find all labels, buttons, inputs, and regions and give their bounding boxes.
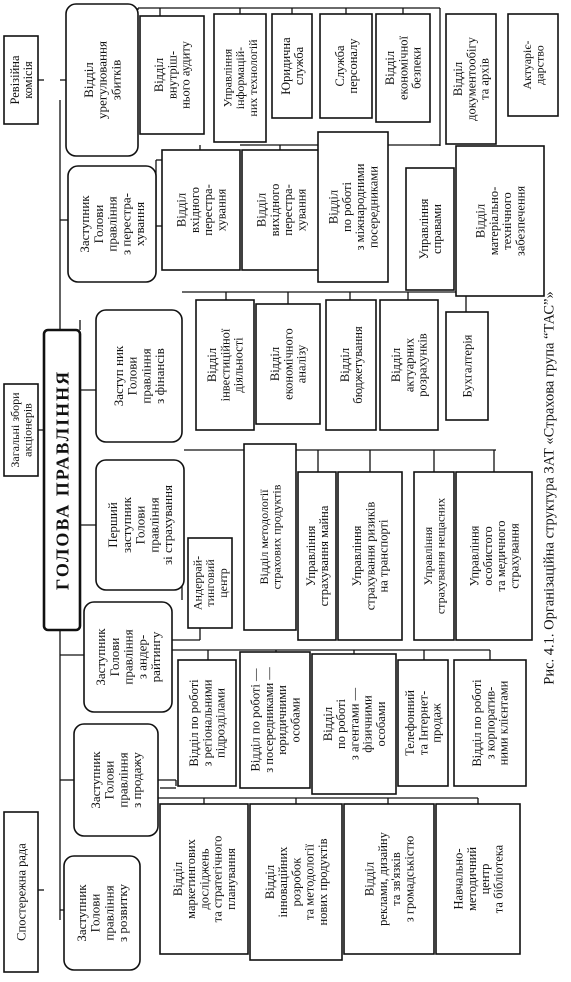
box-dep-losses [66, 4, 138, 156]
box-label [470, 679, 511, 767]
box-transport [338, 472, 402, 640]
box-label-line: перестра- [201, 184, 215, 236]
box-label-line: внутріш- [165, 51, 180, 99]
box-label-line: страхування ризиків [363, 501, 378, 611]
box-label-line: Управління [303, 525, 318, 587]
box-label-line: Бухгалтерія [460, 334, 475, 398]
box-label-line: інформацій- [233, 46, 248, 110]
box-outward-reins [242, 150, 320, 270]
box-budgeting [326, 300, 376, 430]
box-label-line: та архів [477, 58, 492, 100]
box-label-line: Відділ [389, 347, 404, 383]
box-label-line: ГОЛОВА ПРАВЛІННЯ [52, 369, 73, 591]
box-label-line: Спостережна рада [14, 843, 29, 941]
box-accidents [414, 472, 454, 640]
box-label-line: продаж [429, 703, 444, 743]
box-accounting [446, 312, 488, 420]
box-investment [196, 300, 254, 430]
box-label-line: з регіональними [200, 679, 215, 767]
box-label-line: з продажу [129, 752, 145, 808]
box-label [8, 55, 35, 104]
box-label [77, 193, 147, 255]
box-label-line: посередниками [366, 166, 381, 248]
box-dep-it [214, 14, 266, 142]
box-label-line: центр [215, 568, 230, 598]
box-dep-chairman-dev [64, 856, 140, 970]
box-label-line: Відділ [383, 50, 398, 86]
box-label-line: Заступник [92, 628, 108, 686]
box-label-line: по роботі [334, 699, 349, 749]
box-phone-internet [398, 660, 448, 786]
box-pr [344, 804, 434, 954]
box-label-line: правління [146, 497, 162, 553]
box-label-line: перестра- [281, 184, 295, 236]
box-label-line: маркетингових [184, 839, 199, 919]
box-label-line: хування [132, 201, 148, 247]
box-label-line: підрозділами [213, 688, 228, 758]
box-label-line: Голови [106, 637, 122, 677]
box-label-line: фізичними [360, 695, 375, 753]
box-label-line: Юридична [278, 37, 293, 95]
box-label-line: центр [478, 863, 492, 895]
box-inward-reins [162, 150, 240, 270]
box-label-line: юридичними [275, 685, 289, 755]
box-first-deputy [96, 460, 184, 590]
box-label-line: справами [430, 204, 444, 254]
box-label-line: правління [138, 348, 154, 404]
box-underwriting-center [188, 538, 232, 628]
figure-caption: Рис. 4.1. Організаційна структура ЗАТ «Страхова група “ТАС”» [541, 291, 558, 685]
box-label-line: урегулювання [94, 41, 110, 119]
box-label-line: Відділ [473, 203, 488, 239]
box-label-line: правління [120, 629, 136, 685]
box-label-line: Відділ [337, 347, 352, 383]
box-label-line: з агентами — [347, 687, 362, 761]
box-dep-audit [140, 16, 204, 134]
box-label-line: документообігу [464, 37, 479, 121]
box-innovation [250, 804, 342, 960]
box-label-line: Заступник [73, 884, 89, 942]
box-label-line: Управління [350, 525, 365, 587]
box-label-line: економічного [281, 328, 296, 400]
box-label-line: райтингу [148, 631, 164, 683]
box-label-line: матеріально- [486, 186, 501, 256]
box-dep-chairman-sales [74, 724, 158, 836]
box-methodology [244, 444, 296, 630]
box-label-line: вхідного [187, 187, 202, 233]
box-label-line: Відділ [174, 192, 189, 228]
box-label-line: Телефонний [403, 690, 418, 756]
box-label-line: Відділ [80, 62, 96, 98]
box-label-line: Відділ по роботі [187, 679, 202, 767]
box-label [460, 334, 474, 397]
box-label-line: Голови [87, 893, 103, 933]
box-actuary [508, 14, 558, 116]
box-label-line: Голови [90, 204, 106, 244]
box-label-line: діяльності [231, 337, 246, 393]
box-label-line: Відділ [268, 346, 283, 382]
box-dep-chairman-reins [68, 166, 156, 282]
box-auditing [4, 36, 38, 124]
box-label-line: правління [104, 196, 120, 252]
box-label-line: страхових продуктів [269, 484, 284, 590]
box-label-line: Відділ [170, 861, 185, 897]
box-label [452, 844, 506, 913]
box-affairs [406, 168, 454, 290]
box-label-line: особистого [480, 526, 495, 586]
box-label-line: економічної [396, 35, 411, 101]
box-dep-chairman-underwriting [84, 602, 172, 712]
box-label-line: та медичного [494, 520, 508, 592]
box-label-line: з андер- [134, 634, 150, 680]
box-label-line: Голови [124, 356, 140, 396]
box-label-line: особами [373, 701, 388, 747]
box-label [520, 40, 547, 89]
box-label-line: Перший [104, 502, 120, 548]
box-label-line: Відділ [362, 861, 377, 897]
box-label-line: Управління [467, 525, 482, 587]
box-econ-analysis [256, 304, 320, 424]
box-label-line: з фінансів [152, 348, 168, 404]
box-agents [312, 654, 396, 794]
box-label [14, 843, 28, 941]
box-label-line: Відділ [320, 706, 335, 742]
box-label-line: з громадськістю [402, 835, 417, 923]
box-label-line: правління [115, 752, 131, 808]
box-label [88, 751, 144, 809]
box-legal [272, 14, 312, 118]
box-label-line: Ревізійна [7, 55, 22, 105]
box-label-line: розрахунків [415, 333, 430, 397]
box-label [333, 38, 360, 94]
box-label-line: розробок [289, 857, 304, 907]
box-label [187, 679, 228, 767]
box-label-line: Андеррай- [190, 555, 205, 611]
box-label-line: інноваційних [276, 846, 291, 918]
box-label-line: Служба [332, 45, 347, 87]
box-dep-chairman-fin [96, 310, 182, 442]
box-label-line: акціонерів [20, 403, 35, 457]
box-label-line: Голови [132, 505, 148, 545]
box-label-line: збитків [108, 59, 124, 101]
box-label-line: Відділ [451, 61, 466, 97]
box-label-line: страхування [507, 523, 522, 589]
box-label-line: методичний [464, 846, 479, 912]
box-label-line: актуарних [402, 337, 417, 393]
box-label-line: та Інтернет- [416, 690, 431, 756]
box-logistics [456, 146, 544, 296]
box-label-line: з міжнародними [353, 163, 367, 251]
box-label [52, 370, 72, 590]
box-label-line: Заступник [76, 195, 92, 253]
box-actuarial-calc [380, 300, 438, 430]
box-label-line: служба [292, 46, 306, 86]
box-label-line: планування [223, 848, 238, 910]
box-shareholders [4, 384, 38, 476]
box-label [220, 39, 259, 117]
box-label-line: Актуаріє- [519, 40, 534, 90]
boxes-layer [4, 4, 558, 972]
box-label-line: нових продуктів [315, 838, 330, 926]
box-label-line: хування [294, 188, 309, 232]
box-label-line: та бібліотека [491, 844, 506, 914]
box-label-line: правління [101, 885, 117, 941]
box-label-line: них технологій [245, 39, 260, 117]
box-label-line: страхування нещасних [433, 497, 448, 615]
box-econ-security [376, 14, 430, 122]
box-label-line: безпеки [409, 47, 424, 89]
box-label-line: страхування майна [317, 505, 331, 607]
box-label-line: Відділ [326, 189, 341, 225]
box-label [257, 484, 284, 589]
box-intl-brokers [318, 132, 388, 282]
box-label-line: Заступник [87, 751, 103, 809]
box-label-line: Заступ ник [110, 345, 126, 407]
box-label-line: Навчально- [451, 848, 466, 910]
box-label-line: та стратегічного [210, 835, 225, 923]
box-label [74, 884, 130, 942]
box-label-line: нього аудиту [178, 41, 193, 109]
box-label-line: Відділ [254, 192, 269, 228]
box-label-line: дарство [532, 45, 547, 85]
box-personal-medical [456, 472, 532, 640]
box-supervisory [4, 812, 38, 972]
box-label-line: Відділ методології [256, 489, 271, 585]
box-label-line: аналізу [294, 344, 309, 384]
box-label-line: на транспорті [376, 519, 391, 593]
box-label-line: особами [288, 697, 303, 743]
box-label-line: досліджень [197, 848, 212, 910]
box-label [93, 628, 163, 686]
box-label-line: ними клієнтами [496, 680, 511, 766]
box-label-line: тинговий [203, 559, 218, 607]
box-label-line: забезпечення [513, 185, 528, 257]
box-label-line: та зв'язків [389, 852, 403, 906]
box-label-line: Відділ [152, 57, 167, 93]
box-label-line: Управління [420, 526, 435, 586]
box-label-line: з посередниками — [261, 667, 276, 773]
box-label [111, 345, 167, 406]
box-label-line: Управління [416, 198, 431, 260]
box-brokers-legal [240, 652, 310, 788]
box-label-line: зі страхування [160, 484, 176, 566]
box-label-line: заступник [118, 497, 134, 553]
box-hr [320, 14, 372, 118]
box-label-line: персоналу [346, 38, 360, 94]
box-docs [446, 14, 496, 144]
box-label-line: по роботі [339, 182, 354, 232]
box-head [44, 330, 80, 630]
box-label [468, 521, 522, 592]
box-training [436, 804, 520, 954]
box-label [8, 392, 35, 468]
box-label-line: Відділ по роботі — [248, 668, 263, 772]
box-label-line: з корпоратив- [483, 686, 498, 760]
box-label-line: з розвитку [115, 884, 131, 942]
box-regional [178, 660, 236, 786]
box-label [417, 198, 444, 259]
box-label-line: та методології [302, 844, 317, 920]
box-label-line: Загальні збори [7, 392, 22, 468]
box-label-line: Відділ по роботі [470, 679, 485, 767]
box-label-line: Управління [220, 48, 235, 108]
box-label-line: Голови [101, 760, 117, 800]
box-label-line: Відділ [205, 347, 220, 383]
box-label-line: хування [214, 188, 229, 232]
box-label-line: інвестиційної [218, 328, 233, 402]
box-property [298, 472, 336, 640]
box-label-line: вихідного [267, 183, 282, 237]
box-label-line: бюджетування [351, 326, 365, 404]
box-corporate [454, 660, 526, 786]
box-label-line: реклами, дизайну [375, 832, 390, 926]
box-marketing [160, 804, 248, 954]
box-label-line: Відділ [262, 864, 277, 900]
box-label-line: технічного [500, 192, 514, 250]
box-label-line: комісія [21, 61, 35, 99]
box-label-line: з перестра- [118, 193, 134, 255]
